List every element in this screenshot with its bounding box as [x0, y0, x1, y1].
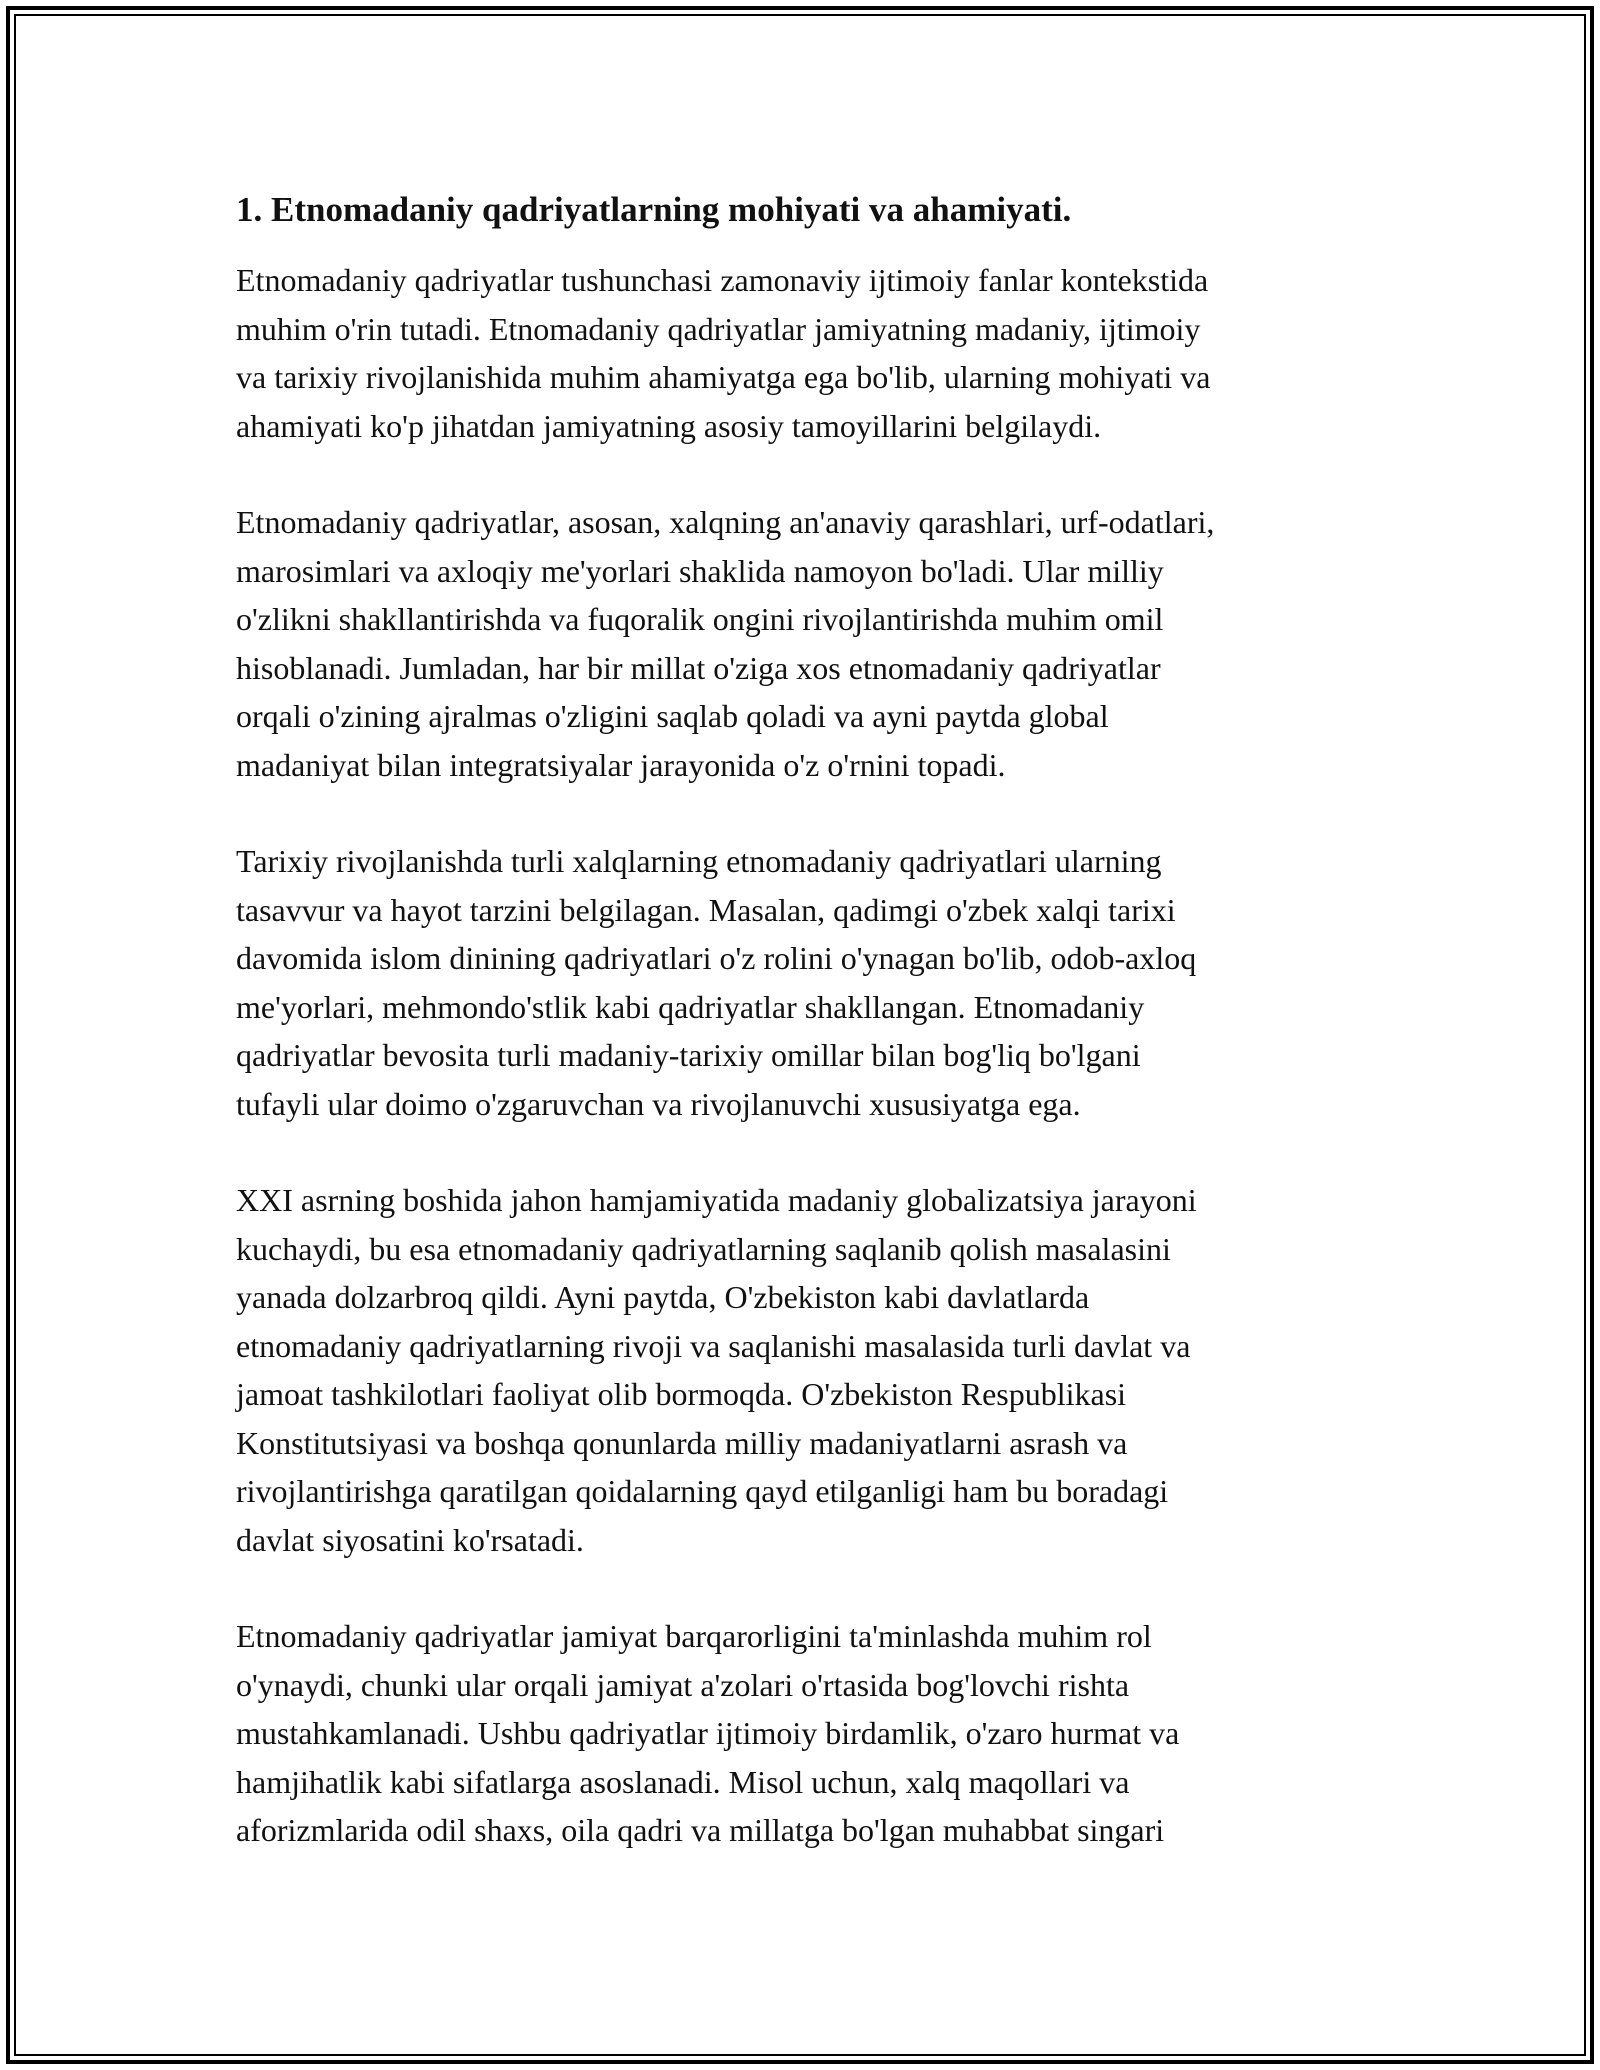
paragraph-1 — [236, 256, 1376, 450]
section-heading: 1. Etnomadaniy qadriyatlarning mohiyati va ahamiyati. — [236, 190, 1072, 229]
text-line: davomida islom dinining qadriyatlari o'z rolini o'ynagan bo'lib, odob-axloq — [236, 940, 1197, 976]
text-line: va tarixiy rivojlanishida muhim ahamiyatga ega bo'lib, ularning mohiyati va — [236, 359, 1211, 395]
text-line: davlat siyosatini ko'rsatadi. — [236, 1521, 584, 1558]
text-line: Tarixiy rivojlanishda turli xalqlarning etnomadaniy qadriyatlari ularning — [236, 843, 1162, 879]
text-line: kuchaydi, bu esa etnomadaniy qadriyatlarning saqlanib qolish masalasini — [236, 1230, 1171, 1267]
paragraph-2 — [236, 498, 1376, 789]
paragraph-5 — [236, 1612, 1376, 1855]
text-line: ahamiyati ko'p jihatdan jamiyatning asosiy tamoyillarini belgilaydi. — [236, 407, 1102, 444]
text-line: XXI asrning boshida jahon hamjamiyatida madaniy globalizatsiya jarayoni — [236, 1182, 1197, 1218]
text-line: Etnomadaniy qadriyatlar tushunchasi zamonaviy ijtimoiy fanlar kontekstida — [236, 262, 1209, 298]
text-line: o'zlikni shakllantirishda va fuqoralik ongini rivojlantirishda muhim omil — [236, 601, 1164, 637]
text-line: madaniyat bilan integratsiyalar jarayonida o'z o'rnini topadi. — [236, 746, 1006, 783]
text-line: tufayli ular doimo o'zgaruvchan va rivojlanuvchi xususiyatga ega. — [236, 1085, 1081, 1122]
text-line: muhim o'rin tutadi. Etnomadaniy qadriyatlar jamiyatning madaniy, ijtimoiy — [236, 310, 1201, 347]
text-line: me'yorlari, mehmondo'stlik kabi qadriyatlar shakllangan. Etnomadaniy — [236, 988, 1145, 1025]
text-line: hamjihatlik kabi sifatlarga asoslanadi. Misol uchun, xalq maqollari va — [236, 1763, 1130, 1800]
document-body — [236, 186, 1376, 1903]
text-line: mustahkamlanadi. Ushbu qadriyatlar ijtimoiy birdamlik, o'zaro hurmat va — [236, 1715, 1180, 1751]
text-line: Etnomadaniy qadriyatlar jamiyat barqarorligini ta'minlashda muhim rol — [236, 1618, 1152, 1654]
text-line: hisoblanadi. Jumladan, har bir millat o'ziga xos etnomadaniy qadriyatlar — [236, 649, 1161, 686]
paragraph-3 — [236, 837, 1376, 1128]
text-line: jamoat tashkilotlari faoliyat olib bormoqda. O'zbekiston Respublikasi — [236, 1376, 1127, 1412]
text-line: aforizmlarida odil shaxs, oila qadri va millatga bo'lgan muhabbat singari — [236, 1812, 1165, 1848]
text-line: tasavvur va hayot tarzini belgilagan. Masalan, qadimgi o'zbek xalqi tarixi — [236, 891, 1176, 928]
text-line: etnomadaniy qadriyatlarning rivoji va saqlanishi masalasida turli davlat va — [236, 1327, 1191, 1364]
text-line: Etnomadaniy qadriyatlar, asosan, xalqning an'anaviy qarashlari, urf-odatlari, — [236, 504, 1215, 540]
text-line: marosimlari va axloqiy me'yorlari shaklida namoyon bo'ladi. Ular milliy — [236, 552, 1164, 589]
text-line: Konstitutsiyasi va boshqa qonunlarda milliy madaniyatlarni asrash va — [236, 1424, 1128, 1461]
text-line: yanada dolzarbroq qildi. Ayni paytda, O'zbekiston kabi davlatlarda — [236, 1279, 1090, 1315]
text-line: qadriyatlar bevosita turli madaniy-tarixiy omillar bilan bog'liq bo'lgani — [236, 1037, 1141, 1073]
text-line: orqali o'zining ajralmas o'zligini saqlab qoladi va ayni paytda global — [236, 698, 1109, 734]
text-line: rivojlantirishga qaratilgan qoidalarning qayd etilganligi ham bu boradagi — [236, 1473, 1169, 1509]
paragraph-4 — [236, 1176, 1376, 1564]
text-line: o'ynaydi, chunki ular orqali jamiyat a'zolari o'rtasida bog'lovchi rishta — [236, 1666, 1130, 1703]
